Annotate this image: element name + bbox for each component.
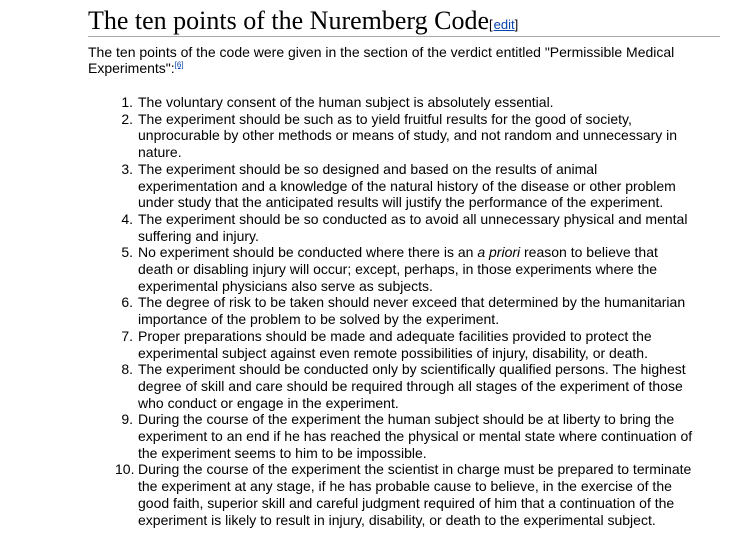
point-text: The experiment should be such as to yield fruitful results for the good of society, unprocurable by other methods or means of study, and not random and unnecessary in nature. [138,110,678,161]
intro-paragraph [88,44,700,76]
point-number: 4. [121,210,133,227]
list-item [115,294,695,327]
points-list [115,94,695,528]
point-text: During the course of the experiment the human subject should be at liberty to bring the experiment to an end if he has reached the physical or mental state where continuation of the experiment seems to him to be impossible. [138,411,693,461]
edit-bracket-close: ] [514,17,519,32]
point-number: 9. [121,411,133,428]
list-item [115,328,695,361]
point-number: 6. [121,294,133,311]
list-item [115,361,695,411]
point-text: Proper preparations should be made and adequate facilities provided to protect the experimental subject against even remote possibilities of injury, disability, or death. [138,327,652,361]
citation-link[interactable]: [6] [174,60,184,70]
point-number: 2. [121,110,133,127]
point-text: The voluntary consent of the human subject is absolutely essential. [138,94,554,110]
emphasis-text: a priori [477,244,521,261]
point-number: 1. [121,94,133,110]
point-text: The experiment should be conducted only by scientifically qualified persons. The highest degree of skill and care should be required through all stages of the experiment of those who conduct or engage in the experiment. [138,361,686,411]
point-number: 7. [121,327,133,344]
list-item [115,94,695,111]
point-number: 8. [121,361,133,378]
point-number: 5. [121,244,133,261]
edit-bracket-open: [ [488,17,493,32]
intro-text: The ten points of the code were given in the section of the verdict entitled "Permissible Medical Experiments": [88,44,675,76]
point-number: 10. [115,461,135,478]
point-text: No experiment should be conducted where there is an a priori reason to believe that death or disabling injury will occur; except, perhaps, in those experiments where the experimental physicians also serve as subjects. [138,244,658,294]
point-number: 3. [121,160,133,177]
point-text: The degree of risk to be taken should never exceed that determined by the humanitarian importance of the problem to be solved by the experiment. [138,294,686,328]
list-item [115,244,695,294]
point-text: The experiment should be so conducted as to avoid all unnecessary physical and mental suffering and injury. [138,210,688,244]
list-item [115,411,695,461]
section-title: The ten points of the Nuremberg Code [88,6,489,35]
list-item [115,161,695,211]
edit-link[interactable]: edit [493,17,515,32]
section-heading [88,6,720,37]
point-text: The experiment should be so designed and based on the results of animal experimentation and a knowledge of the natural history of the disease or other problem under study that the anticipated results will justify the performance of the experiment. [138,160,676,211]
list-item [115,461,695,528]
list-item [115,111,695,161]
list-item [115,211,695,244]
point-text: During the course of the experiment the scientist in charge must be prepared to terminate the experiment at any stage, if he has probable cause to believe, in the exercise of the good faith, superior skill and careful judgment required of him that a continuation of the experiment is likely to result in injury, disability, or death to the experimental subject. [138,461,692,528]
